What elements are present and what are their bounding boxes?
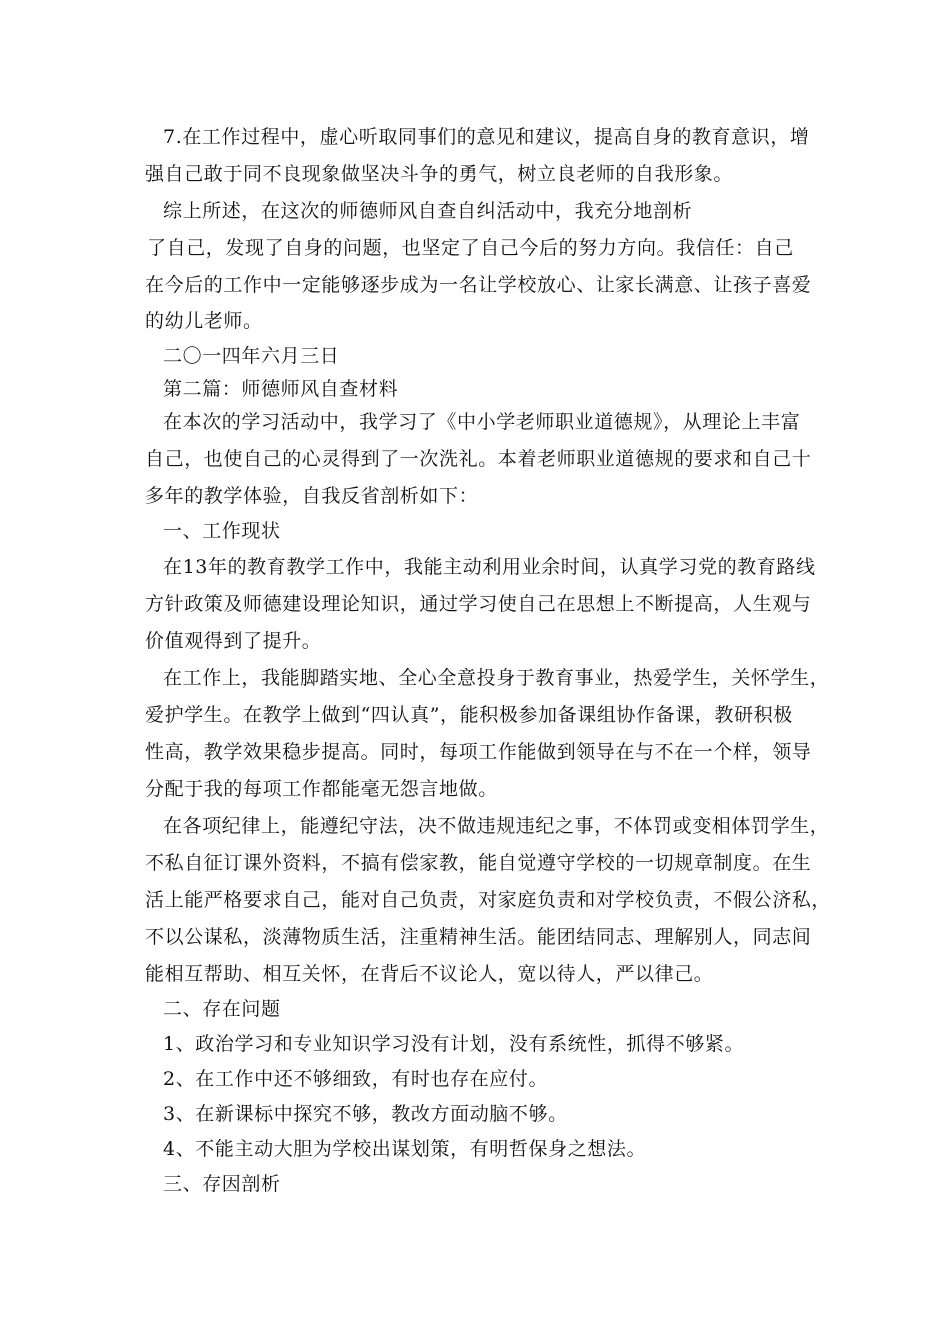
section-heading: 二、存在问题 <box>163 998 281 1020</box>
paragraph-line: 在工作上，我能脚踏实地、全心全意投身于教育事业，热爱学生，关怀学生， <box>163 667 830 689</box>
paragraph-line: 综上所述，在这次的师德师风自查自纠活动中，我充分地剖析 <box>163 200 693 222</box>
paragraph-line: 自己，也使自己的心灵得到了一次洗礼。本着老师职业道德规的要求和自己十 <box>145 448 812 470</box>
paragraph-line: 价值观得到了提升。 <box>145 630 322 652</box>
paragraph-line: 方针政策及师德建设理论知识，通过学习使自己在思想上不断提高，人生观与 <box>145 593 812 615</box>
section-heading: 一、工作现状 <box>163 520 281 542</box>
paragraph-line: 不以公谋私，淡薄物质生活，注重精神生活。能团结同志、理解别人，同志间 <box>145 926 812 948</box>
section-title: 第二篇：师德师风自查材料 <box>163 378 399 400</box>
date-line: 二〇一四年六月三日 <box>163 345 340 367</box>
paragraph-line: 7.在工作过程中，虚心听取同事们的意见和建议，提高自身的教育意识，增 <box>163 126 810 148</box>
list-item: 4、不能主动大胆为学校出谋划策，有明哲保身之想法。 <box>163 1138 647 1160</box>
paragraph-line: 了自己，发现了自身的问题，也坚定了自己今后的努力方向。我信任：自己 <box>147 237 794 259</box>
paragraph-line: 活上能严格要求自己，能对自己负责，对家庭负责和对学校负责，不假公济私， <box>145 889 832 911</box>
paragraph-line: 在13年的教育教学工作中，我能主动利用业余时间，认真学习党的教育路线 <box>163 556 816 578</box>
paragraph-line: 性高，教学效果稳步提高。同时，每项工作能做到领导在与不在一个样，领导 <box>145 741 812 763</box>
paragraph-line: 强自己敢于同不良现象做坚决斗争的勇气，树立良老师的自我形象。 <box>145 163 734 185</box>
paragraph-line: 能相互帮助、相互关怀，在背后不议论人，宽以待人，严以律己。 <box>145 963 714 985</box>
list-item: 2、在工作中还不够细致，有时也存在应付。 <box>163 1068 549 1090</box>
paragraph-line: 不私自征订课外资料，不搞有偿家教，能自觉遵守学校的一切规章制度。在生 <box>145 852 812 874</box>
paragraph-line: 多年的教学体验，自我反省剖析如下： <box>145 485 479 507</box>
list-item: 3、在新课标中探究不够，教改方面动脑不够。 <box>163 1103 568 1125</box>
paragraph-line: 分配于我的每项工作都能毫无怨言地做。 <box>145 778 498 800</box>
paragraph-line: 爱护学生。在教学上做到“四认真”，能积极参加备课组协作备课，教研积极 <box>145 704 793 726</box>
paragraph-line: 的幼儿老师。 <box>145 310 263 332</box>
paragraph-line: 在今后的工作中一定能够逐步成为一名让学校放心、让家长满意、让孩子喜爱 <box>145 274 812 296</box>
paragraph-line: 在本次的学习活动中，我学习了《中小学老师职业道德规》，从理论上丰富 <box>163 411 801 433</box>
paragraph-line: 在各项纪律上，能遵纪守法，决不做违规违纪之事，不体罚或变相体罚学生， <box>163 815 830 837</box>
list-item: 1、政治学习和专业知识学习没有计划，没有系统性，抓得不够紧。 <box>163 1033 745 1055</box>
section-heading: 三、存因剖析 <box>163 1173 281 1195</box>
